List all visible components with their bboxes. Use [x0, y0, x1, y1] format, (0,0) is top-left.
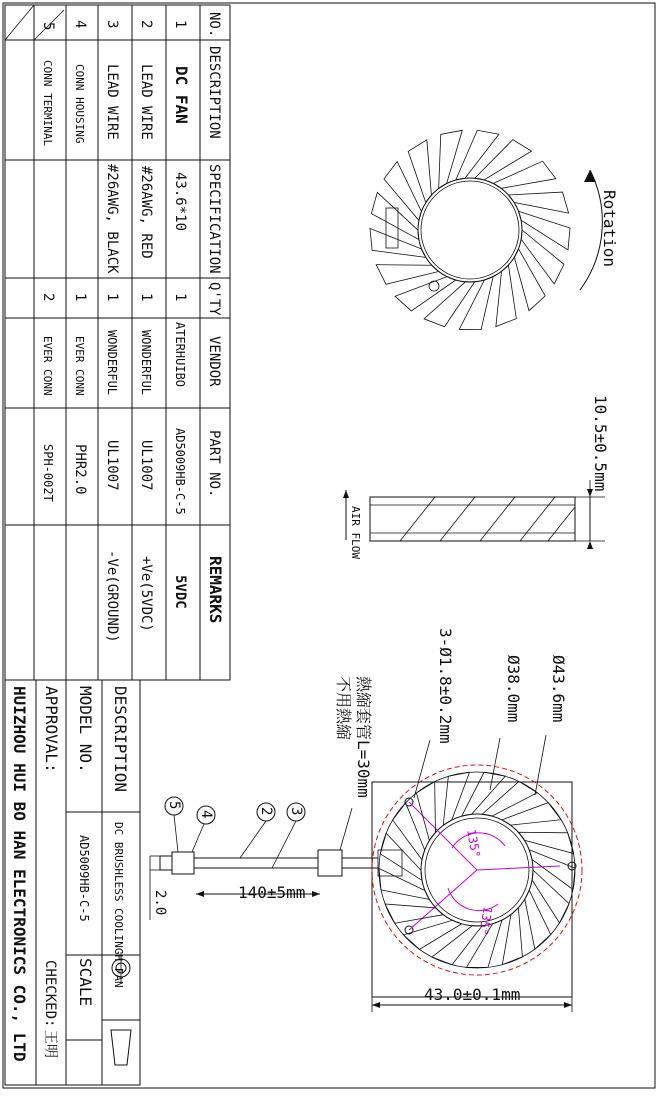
fan-blade [518, 211, 569, 250]
fan-side-view [370, 480, 605, 549]
lead-length-dimension: 140±5mm [238, 883, 306, 902]
title-description-label: DESCRIPTION [111, 686, 130, 792]
row2-spec: #26AWG, RED [138, 166, 154, 259]
balloon-2 [240, 803, 275, 858]
row4-vendor: EVER CONN [73, 336, 86, 396]
row3-spec: #26AWG, BLACK [104, 164, 120, 274]
row3-vendor: WONDERFUL [105, 330, 119, 396]
row3-part: UL1007 [104, 440, 120, 491]
row1-vendor: ATERHUIBO [173, 322, 187, 388]
header-no: NO. [206, 12, 222, 38]
fan-blade [532, 870, 569, 923]
company-name: HUIZHOU HUI BO HAN ELECTRONICS CO., LTD [10, 686, 29, 1062]
title-model-label: MODEL NO. [76, 686, 95, 773]
title-description-value: DC BRUSHLESS COOLINGH FAN [112, 822, 125, 988]
rotation-arrowhead [584, 170, 596, 182]
connector-housing [172, 852, 194, 874]
svg-text:4: 4 [198, 810, 214, 819]
row3-description: LEAD WIRE [104, 64, 120, 140]
fan-blade [408, 140, 431, 203]
balloon-4 [192, 806, 215, 852]
row4-description: CONN HOUSING [73, 64, 86, 144]
lead-wires [160, 850, 378, 876]
fan-blade [459, 277, 493, 330]
title-block [5, 680, 140, 1085]
row3-no: 3 [104, 20, 120, 29]
row2-vendor: WONDERFUL [139, 330, 153, 396]
fan-blade [521, 230, 564, 284]
airflow-label: AIR FLOW [349, 506, 362, 559]
header-remarks: REMARKS [206, 556, 225, 624]
row5-no: 5 [40, 22, 56, 31]
row2-no: 2 [138, 20, 154, 29]
header-description: DESCRIPTION [206, 46, 222, 139]
fan-blade [502, 908, 522, 965]
angle-1: 135° [464, 828, 483, 859]
svg-text:2: 2 [258, 807, 274, 816]
fan-blade [508, 192, 568, 213]
fan-blade [529, 850, 575, 890]
fan-blade [462, 772, 506, 816]
title-scale-label: SCALE [76, 958, 95, 1007]
fan-blade [376, 265, 438, 285]
title-checked-label: CHECKED: [42, 960, 58, 1028]
fan-blade [456, 130, 499, 180]
fan-blade [404, 920, 462, 949]
rotation-label: Rotation [600, 190, 619, 268]
fan-blade [475, 140, 532, 180]
bom-table [5, 5, 230, 680]
row2-remarks: +Ve(5VDC) [138, 556, 154, 632]
row2-part: UL1007 [138, 440, 154, 491]
row1-remarks: 5VDC [172, 575, 188, 609]
row2-description: LEAD WIRE [138, 64, 154, 140]
row1-no: 1 [172, 20, 188, 29]
row4-no: 4 [72, 20, 88, 29]
row3-qty: 1 [104, 293, 120, 302]
fan-front-view [372, 765, 582, 997]
fan-blade [424, 282, 475, 327]
fan-blade [493, 161, 556, 188]
fan-blade [395, 277, 456, 311]
outer-dimension: Ø43.6mm [549, 655, 568, 723]
fan-blade [432, 926, 482, 965]
fan-blade [514, 249, 545, 311]
row5-vendor: EVER CONN [41, 336, 54, 396]
row5-part: SPH-002T [41, 444, 55, 502]
impeller-top-view [370, 130, 570, 329]
row1-qty: 1 [172, 293, 188, 302]
hole-dimension: 3-Ø1.8±0.2mm [436, 628, 455, 744]
title-model-value: AD5009HB-C-5 [77, 835, 91, 922]
balloon-5 [165, 797, 183, 852]
thickness-dimension: 10.5±0.5mm [591, 395, 610, 492]
crossout-line [5, 5, 34, 40]
fan-blade [379, 868, 429, 899]
row1-description: DC FAN [172, 66, 191, 124]
title-checked-value: 王明 [42, 1030, 58, 1058]
fan-blade [443, 772, 469, 825]
fan-blade [525, 890, 551, 949]
fan-blade [371, 192, 419, 239]
fan-blade [518, 832, 573, 853]
header-qty: Q'TY [206, 282, 222, 316]
row4-qty: 1 [72, 293, 88, 302]
title-approval-label: APPROVAL: [42, 686, 61, 773]
row1-part: AD5009HB-C-5 [173, 428, 187, 515]
pitch-dimension: 2.0 [152, 890, 168, 916]
header-part-no: PART NO. [206, 430, 222, 498]
row2-qty: 1 [138, 293, 154, 302]
heatshrink-label: 熱縮套管L=30mm [354, 676, 373, 798]
header-specification: SPECIFICATION [206, 164, 222, 274]
angle-2: 135° [476, 905, 495, 937]
svg-text:3: 3 [288, 807, 304, 816]
connector-terminal [160, 856, 172, 870]
sheet-border [3, 3, 655, 1088]
fan-blade [393, 803, 425, 860]
row5-description: CONN TERMINAL [41, 60, 54, 147]
svg-text:5: 5 [166, 801, 182, 810]
heatshrink-note: 不用熱縮 [334, 676, 353, 741]
hub-dimension: Ø38.0mm [504, 655, 523, 723]
fan-blade [496, 265, 516, 327]
row5-qty: 2 [40, 293, 56, 302]
row1-spec: 43.6*10 [172, 172, 188, 232]
row3-remarks: -Ve(GROUND) [104, 550, 120, 643]
frame-dimension: 43.0±0.1mm [424, 985, 521, 1004]
fan-blade [384, 161, 421, 220]
rotation-arc [580, 170, 602, 290]
row4-part: PHR2.0 [72, 444, 88, 495]
header-vendor: VENDOR [206, 336, 222, 387]
fan-blade [380, 833, 422, 880]
